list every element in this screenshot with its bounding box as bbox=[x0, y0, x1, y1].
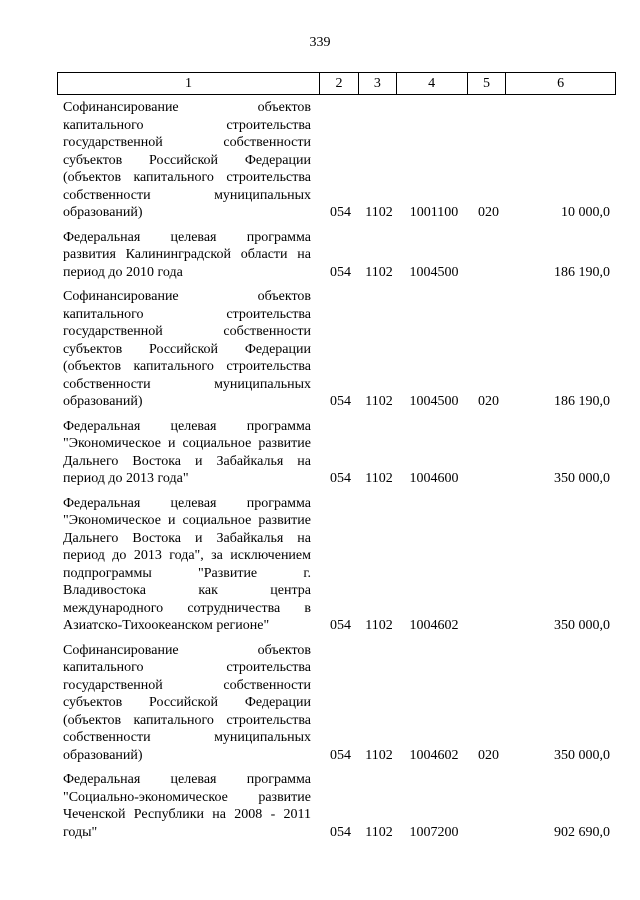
table-row bbox=[57, 229, 616, 282]
row-ministry: 054 bbox=[330, 205, 351, 220]
row-name: Софинансирование объектов капитального строительства государственной собственности субъектов Российской Федерации (объектов капитального строительства собственности муниципальных образований) bbox=[63, 642, 311, 763]
row-section: 1102 bbox=[365, 264, 393, 280]
row-ministry: 054 bbox=[330, 618, 351, 633]
row-target-article: 1007200 bbox=[409, 824, 459, 840]
row-name: Софинансирование объектов капитального строительства государственной собственности субъектов Российской Федерации (объектов капитального строительства собственности муниципальных образований) bbox=[63, 289, 311, 409]
row-amount: 902 690,0 bbox=[554, 824, 610, 840]
row-amount: 350 000,0 bbox=[554, 471, 610, 486]
header-col-6: 6 bbox=[505, 73, 615, 94]
row-ministry: 054 bbox=[330, 747, 351, 763]
row-expense-type: 020 bbox=[478, 205, 499, 220]
table-header bbox=[57, 72, 616, 95]
header-col-5: 5 bbox=[467, 73, 506, 94]
row-target-article: 1004602 bbox=[409, 618, 459, 633]
table-row bbox=[57, 495, 616, 635]
row-section: 1102 bbox=[365, 471, 393, 486]
row-section: 1102 bbox=[365, 394, 393, 409]
row-target-article: 1004602 bbox=[409, 747, 459, 763]
page-number: 339 bbox=[309, 35, 331, 50]
row-ministry: 054 bbox=[330, 264, 351, 280]
row-section: 1102 bbox=[365, 824, 393, 840]
row-amount: 186 190,0 bbox=[554, 264, 610, 280]
table-row bbox=[57, 99, 616, 222]
row-target-article: 1004600 bbox=[409, 471, 459, 486]
header-col-1: 1 bbox=[185, 75, 193, 91]
row-target-article: 1004500 bbox=[409, 394, 459, 409]
row-section: 1102 bbox=[365, 205, 393, 220]
row-name: Федеральная целевая программа "Экономическое и социальное развитие Дальнего Востока и Забайкалья на период до 2013 года", за исключением подпрограммы "Развитие г. Владивостока как центра международного сотрудничества в Азиатско-Тихоокеанском регионе" bbox=[63, 495, 311, 633]
row-name: Федеральная целевая программа развития Калининградской области на период до 2010 года bbox=[63, 229, 311, 280]
header-col-3: 3 bbox=[358, 73, 396, 94]
table-row bbox=[57, 418, 616, 488]
row-name: Федеральная целевая программа "Экономическое и социальное развитие Дальнего Востока и Забайкалья на период до 2013 года" bbox=[63, 418, 311, 486]
row-section: 1102 bbox=[365, 747, 393, 763]
row-ministry: 054 bbox=[330, 471, 351, 486]
row-target-article: 1001100 bbox=[409, 205, 459, 220]
row-amount: 350 000,0 bbox=[554, 747, 610, 763]
row-ministry: 054 bbox=[330, 394, 351, 409]
row-amount: 186 190,0 bbox=[554, 394, 610, 409]
table-row bbox=[57, 288, 616, 411]
row-section: 1102 bbox=[365, 618, 393, 633]
row-expense-type: 020 bbox=[478, 747, 499, 763]
table-body bbox=[57, 99, 616, 848]
row-target-article: 1004500 bbox=[409, 264, 459, 280]
row-name: Федеральная целевая программа "Социально-экономическое развитие Чеченской Республики на 2008 - 2011 годы" bbox=[63, 772, 311, 840]
row-ministry: 054 bbox=[330, 824, 351, 840]
row-name: Софинансирование объектов капитального строительства государственной собственности субъектов Российской Федерации (объектов капитального строительства собственности муниципальных образований) bbox=[63, 100, 311, 220]
row-amount: 10 000,0 bbox=[561, 205, 610, 220]
row-expense-type: 020 bbox=[478, 394, 499, 409]
header-col-4: 4 bbox=[396, 73, 467, 94]
row-amount: 350 000,0 bbox=[554, 618, 610, 633]
table-row bbox=[57, 642, 616, 765]
table-row bbox=[57, 771, 616, 841]
header-col-2: 2 bbox=[319, 73, 358, 94]
